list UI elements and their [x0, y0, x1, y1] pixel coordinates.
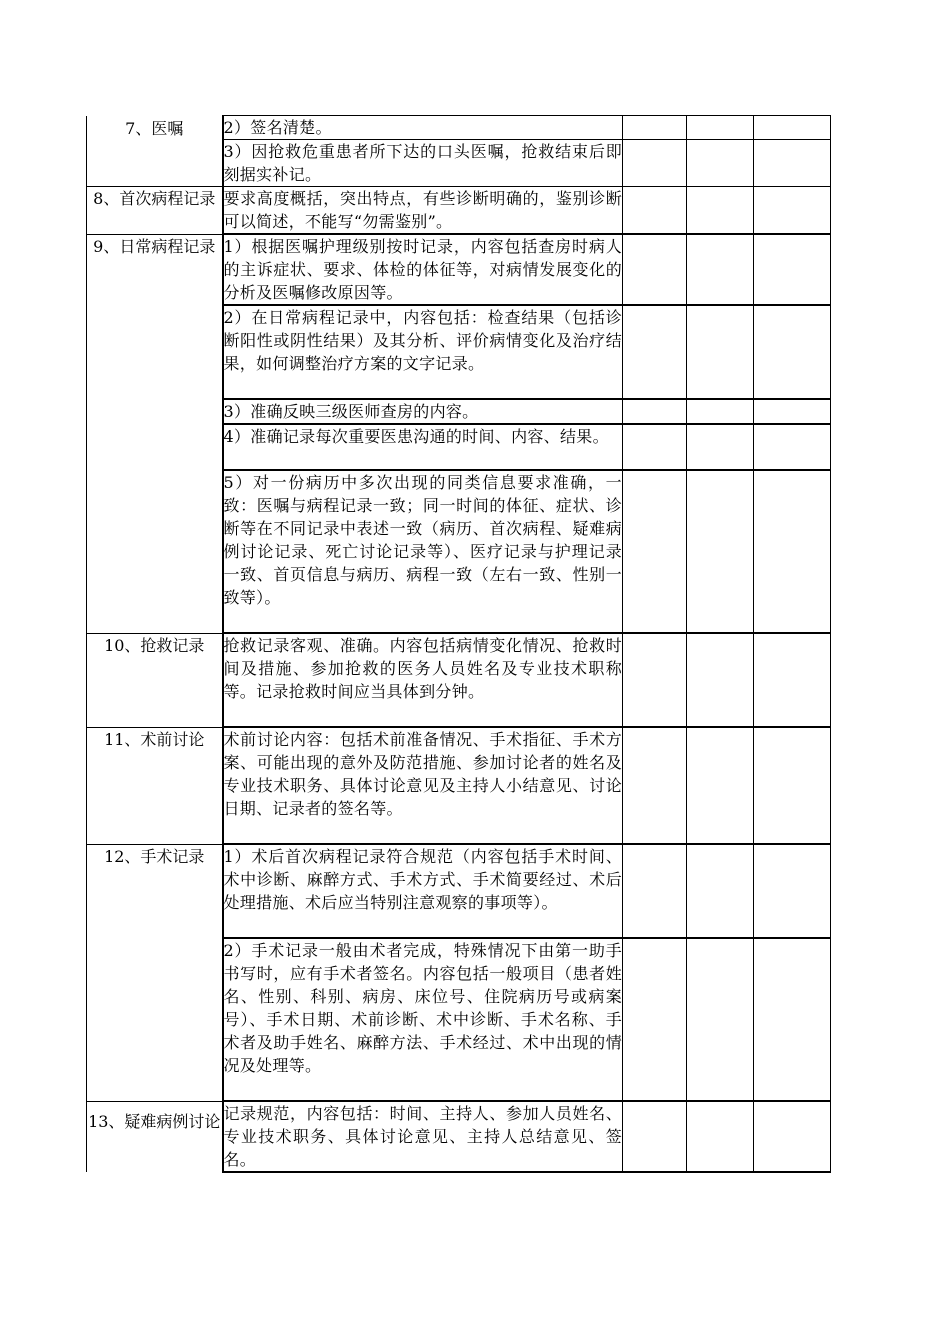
- score-cell[interactable]: [754, 633, 831, 727]
- score-cell[interactable]: [754, 470, 831, 633]
- score-cell[interactable]: [754, 305, 831, 399]
- score-cell[interactable]: [623, 116, 687, 140]
- requirement-cell: 2）签名清楚。: [223, 116, 623, 140]
- score-cell[interactable]: [623, 633, 687, 727]
- category-cell: 13、疑难病例讨论: [87, 1101, 223, 1172]
- score-cell[interactable]: [687, 116, 754, 140]
- score-cell[interactable]: [623, 399, 687, 424]
- requirement-cell: 1）术后首次病程记录符合规范（内容包括手术时间、术中诊断、麻醉方式、手术方式、手术简要经过、术后处理措施、术后应当特别注意观察的事项等）。: [223, 844, 623, 938]
- requirement-cell: 3）因抢救危重患者所下达的口头医嘱，抢救结束后即刻据实补记。: [223, 140, 623, 187]
- requirement-cell: 5）对一份病历中多次出现的同类信息要求准确，一致：医嘱与病程记录一致；同一时间的体征、症状、诊断等在不同记录中表述一致（病历、首次病程、疑难病例讨论记录、死亡讨论记录等）、医疗记录与护理记录一致、首页信息与病历、病程一致（左右一致、性别一致等）。: [223, 470, 623, 633]
- score-cell[interactable]: [687, 305, 754, 399]
- score-cell[interactable]: [623, 470, 687, 633]
- requirement-cell: 要求高度概括，突出特点，有些诊断明确的，鉴别诊断可以简述，不能写“勿需鉴别”。: [223, 187, 623, 235]
- requirement-cell: 抢救记录客观、准确。内容包括病情变化情况、抢救时间及措施、参加抢救的医务人员姓名及专业技术职称等。记录抢救时间应当具体到分钟。: [223, 633, 623, 727]
- score-cell[interactable]: [687, 234, 754, 305]
- score-cell[interactable]: [754, 116, 831, 140]
- score-cell[interactable]: [623, 938, 687, 1101]
- score-cell[interactable]: [623, 187, 687, 235]
- score-cell[interactable]: [754, 187, 831, 235]
- category-cell: 12、手术记录: [87, 844, 223, 1101]
- requirement-cell: 3）准确反映三级医师查房的内容。: [223, 399, 623, 424]
- requirement-cell: 记录规范，内容包括：时间、主持人、参加人员姓名、专业技术职务、具体讨论意见、主持人总结意见、签名。: [223, 1101, 623, 1172]
- score-cell[interactable]: [687, 424, 754, 470]
- score-cell[interactable]: [754, 727, 831, 844]
- score-cell[interactable]: [687, 399, 754, 424]
- category-cell: 9、日常病程记录: [87, 234, 223, 633]
- requirement-cell: 术前讨论内容：包括术前准备情况、手术指征、手术方案、可能出现的意外及防范措施、参加讨论者的姓名及专业技术职务、具体讨论意见及主持人小结意见、讨论日期、记录者的签名等。: [223, 727, 623, 844]
- category-cell: 8、首次病程记录: [87, 187, 223, 235]
- medical-record-checklist-table: [86, 115, 831, 1173]
- category-cell: 7、医嘱: [87, 116, 223, 187]
- score-cell[interactable]: [754, 399, 831, 424]
- category-cell: 11、术前讨论: [87, 727, 223, 844]
- score-cell[interactable]: [754, 1101, 831, 1172]
- score-cell[interactable]: [754, 234, 831, 305]
- score-cell[interactable]: [623, 727, 687, 844]
- score-cell[interactable]: [687, 727, 754, 844]
- score-cell[interactable]: [687, 470, 754, 633]
- score-cell[interactable]: [754, 844, 831, 938]
- score-cell[interactable]: [623, 305, 687, 399]
- requirement-cell: 2）在日常病程记录中，内容包括：检查结果（包括诊断阳性或阴性结果）及其分析、评价病情变化及治疗结果，如何调整治疗方案的文字记录。: [223, 305, 623, 399]
- category-cell: 10、抢救记录: [87, 633, 223, 727]
- score-cell[interactable]: [754, 938, 831, 1101]
- score-cell[interactable]: [623, 424, 687, 470]
- score-cell[interactable]: [687, 140, 754, 187]
- score-cell[interactable]: [687, 844, 754, 938]
- requirement-cell: 2）手术记录一般由术者完成，特殊情况下由第一助手书写时，应有手术者签名。内容包括一般项目（患者姓名、性别、科别、病房、床位号、住院病历号或病案号）、手术日期、术前诊断、术中诊断、手术名称、手术者及助手姓名、麻醉方法、手术经过、术中出现的情况及处理等。: [223, 938, 623, 1101]
- score-cell[interactable]: [687, 187, 754, 235]
- score-cell[interactable]: [687, 938, 754, 1101]
- score-cell[interactable]: [754, 424, 831, 470]
- score-cell[interactable]: [623, 844, 687, 938]
- score-cell[interactable]: [754, 140, 831, 187]
- score-cell[interactable]: [623, 234, 687, 305]
- score-cell[interactable]: [623, 140, 687, 187]
- score-cell[interactable]: [623, 1101, 687, 1172]
- requirement-cell: 1）根据医嘱护理级别按时记录，内容包括查房时病人的主诉症状、要求、体检的体征等，对病情发展变化的分析及医嘱修改原因等。: [223, 234, 623, 305]
- score-cell[interactable]: [687, 633, 754, 727]
- requirement-cell: 4）准确记录每次重要医患沟通的时间、内容、结果。: [223, 424, 623, 470]
- score-cell[interactable]: [687, 1101, 754, 1172]
